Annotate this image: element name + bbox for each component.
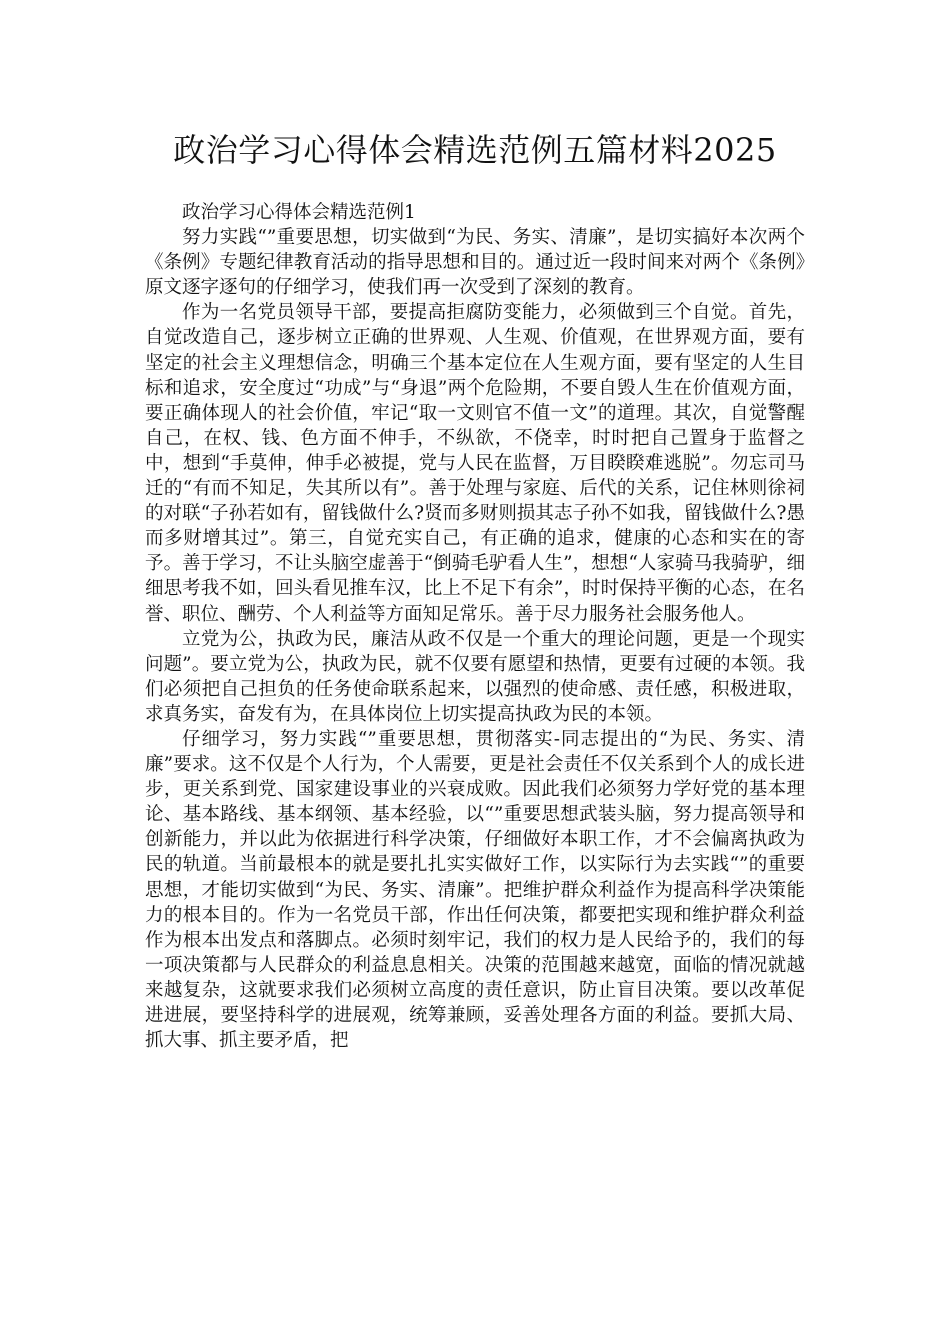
paragraph-3: 立党为公，执政为民，廉洁从政不仅是一个重大的理论问题，更是一个现实问题”。要立党为公，执政为民，就不仅要有愿望和热情，更要有过硬的本领。我们必须把自己担负的任务使命联系起来，以强烈的使命感、责任感，积极进取，求真务实，奋发有为，在具体岗位上切实提高执政为民的本领。 bbox=[145, 628, 805, 725]
document-body bbox=[145, 200, 805, 1053]
section-heading: 政治学习心得体会精选范例1 bbox=[182, 202, 416, 223]
paragraph-1: 努力实践“”重要思想，切实做到“为民、务实、清廉”，是切实搞好本次两个《条例》专题纪律教育活动的指导思想和目的。通过近一段时间来对两个《条例》原文逐字逐句的仔细学习，使我们再一次受到了深刻的教育。 bbox=[145, 227, 805, 299]
document-title: 政治学习心得体会精选范例五篇材料2025 bbox=[173, 131, 777, 169]
paragraph-2: 作为一名党员领导干部，要提高拒腐防变能力，必须做到三个自觉。首先，自觉改造自己，逐步树立正确的世界观、人生观、价值观，在世界观方面，要有坚定的社会主义理想信念，明确三个基本定位在人生观方面，要有坚定的人生目标和追求，安全度过“功成”与“身退”两个危险期，不要自毁人生在价值观方面，要正确体现人的社会价值，牢记“取一文则官不值一文”的道理。其次，自觉警醒自己，在权、钱、色方面不伸手，不纵欲，不侥幸，时时把自己置身于监督之中，想到“手莫伸，伸手必被提，党与人民在监督，万目睽睽难逃脱”。勿忘司马迁的“有而不知足，失其所以有”。善于处理与家庭、后代的关系，记住林则徐祠的对联“子孙若如有，留钱做什么?贤而多财则损其志子孙不如我，留钱做什么?愚而多财增其过”。第三，自觉充实自己，有正确的追求，健康的心态和实在的寄予。善于学习，不让头脑空虚善于“倒骑毛驴看人生”，想想“人家骑马我骑驴，细细思考我不如，回头看见推车汉，比上不足下有余”，时时保持平衡的心态，在名誉、职位、酬劳、个人利益等方面知足常乐。善于尽力服务社会服务他人。 bbox=[145, 302, 805, 625]
paragraph-4: 仔细学习，努力实践“”重要思想，贯彻落实-同志提出的“为民、务实、清廉”要求。这不仅是个人行为，个人需要，更是社会责任不仅关系到个人的成长进步，更关系到党、国家建设事业的兴衰成败。因此我们必须努力学好党的基本理论、基本路线、基本纲领、基本经验，以“”重要思想武装头脑，努力提高领导和创新能力，并以此为依据进行科学决策，仔细做好本职工作，才不会偏离执政为民的轨道。当前最根本的就是要扎扎实实做好工作，以实际行为去实践“”的重要思想，才能切实做到“为民、务实、清廉”。把维护群众利益作为提高科学决策能力的根本目的。作为一名党员干部，作出任何决策，都要把实现和维护群众利益作为根本出发点和落脚点。必须时刻牢记，我们的权力是人民给予的，我们的每一项决策都与人民群众的利益息息相关。决策的范围越来越宽，面临的情况就越来越复杂，这就要求我们必须树立高度的责任意识，防止盲目决策。要以改革促进进展，要坚持科学的进展观，统筹兼顾，妥善处理各方面的利益。要抓大局、抓大事、抓主要矛盾，把 bbox=[145, 728, 805, 1052]
